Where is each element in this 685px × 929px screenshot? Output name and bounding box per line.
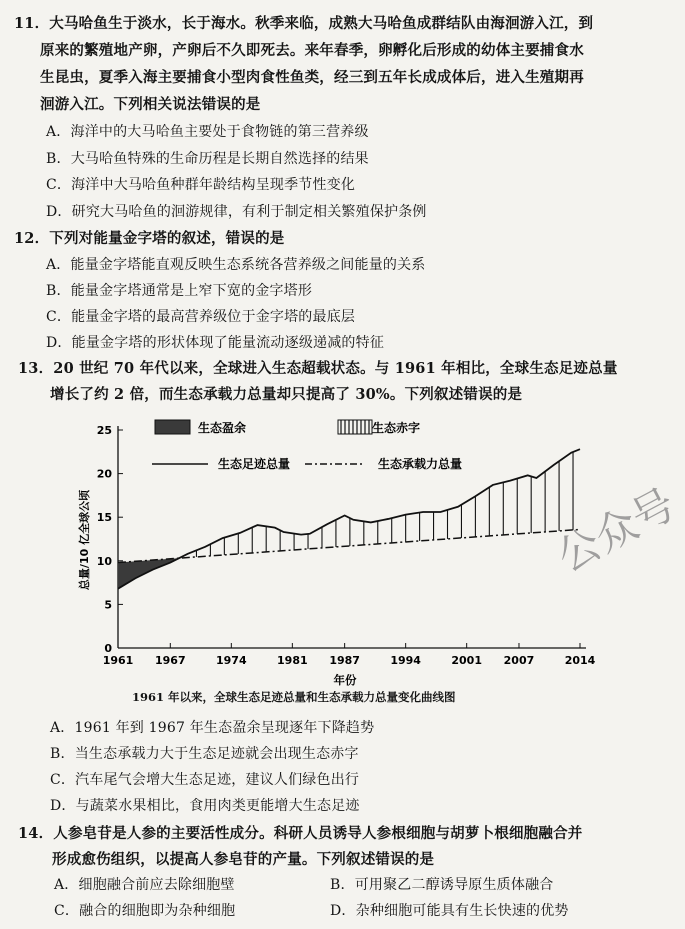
legend-surplus-label: 生态盈余 [198, 421, 247, 435]
y-tick-label: 10 [96, 554, 112, 568]
q12-option-c: C．能量金字塔的最高营养级位于金字塔的最底层 [46, 309, 356, 325]
q13-stem-line-1: 13．20 世纪 70 年代以来，全球进入生态超载状态。与 1961 年相比，全球生态足迹总量 [18, 360, 618, 377]
x-tick-label: 1967 [154, 654, 186, 667]
q11-stem-line-2: 原来的繁殖地产卵，产卵后不久即死去。来年春季，卵孵化后形成的幼体主要捕食水 [40, 42, 584, 59]
chart-y-axis-label: 总量/10 亿全球公顷 [78, 489, 91, 591]
chart-caption: 1961 年以来，全球生态足迹总量和生态承载力总量变化曲线图 [132, 690, 456, 704]
y-tick-label: 15 [96, 511, 112, 525]
x-tick-label: 1974 [216, 654, 247, 667]
q11-stem-line-1: 11．大马哈鱼生于淡水，长于海水。秋季来临，成熟大马哈鱼成群结队由海洄游入江，到 [14, 15, 594, 32]
q12-option-d: D．能量金字塔的形状体现了能量流动逐级递减的特征 [46, 335, 385, 351]
chart-axes [118, 426, 586, 648]
q14-option-d: D．杂种细胞可能具有生长快速的优势 [330, 903, 569, 919]
legend-capacity-label: 生态承载力总量 [378, 457, 463, 471]
q11-option-b: B．大马哈鱼特殊的生命历程是长期自然选择的结果 [46, 151, 369, 167]
y-tick-label: 5 [104, 598, 112, 612]
chart-fills [118, 452, 573, 589]
q14-stem-line-2: 形成愈伤组织，以提高人参皂苷的产量。下列叙述错误的是 [52, 851, 435, 868]
q13-option-d: D．与蔬菜水果相比，食用肉类更能增大生态足迹 [50, 798, 360, 814]
q11-option-c: C．海洋中大马哈鱼种群年龄结构呈现季节性变化 [46, 177, 356, 193]
footprint-series-line [118, 449, 580, 589]
q13-option-a: A．1961 年到 1967 年生态盈余呈现逐年下降趋势 [50, 720, 375, 736]
y-tick-label: 20 [96, 467, 112, 481]
q12-stem: 12．下列对能量金字塔的叙述，错误的是 [14, 230, 285, 247]
q11-option-a: A．海洋中的大马哈鱼主要处于食物链的第三营养级 [46, 124, 369, 140]
x-tick-label: 2014 [564, 654, 596, 667]
x-tick-label: 2001 [451, 654, 482, 667]
q13-stem-line-2: 增长了约 2 倍，而生态承载力总量却只提高了 30%。下列叙述错误的是 [50, 386, 523, 403]
q12-option-a: A．能量金字塔能直观反映生态系统各营养级之间能量的关系 [46, 257, 426, 273]
q14-option-a: A．细胞融合前应去除细胞壁 [54, 877, 235, 893]
capacity-series-line [118, 529, 580, 562]
q13-option-b: B．当生态承载力大于生态足迹就会出现生态赤字 [50, 746, 359, 762]
legend-deficit-swatch [338, 420, 372, 434]
y-tick-label: 25 [96, 424, 112, 437]
ecological-footprint-chart [60, 410, 640, 700]
x-tick-label: 2007 [503, 654, 535, 667]
x-tick-label: 1987 [329, 654, 360, 667]
x-tick-label: 1994 [390, 654, 421, 667]
q14-stem-line-1: 14．人参皂苷是人参的主要活性成分。科研人员诱导人参根细胞与胡萝卜根细胞融合并 [18, 825, 583, 842]
q14-option-c: C．融合的细胞即为杂种细胞 [54, 903, 236, 919]
q13-option-c: C．汽车尾气会增大生态足迹，建议人们绿色出行 [50, 772, 360, 788]
watermark-text: 公众号 [549, 478, 684, 582]
legend-deficit-label: 生态赤字 [372, 421, 421, 435]
chart-x-axis-label: 年份 [333, 673, 357, 687]
q12-option-b: B．能量金字塔通常是上窄下宽的金字塔形 [46, 283, 313, 299]
q14-option-b: B．可用聚乙二醇诱导原生质体融合 [330, 877, 554, 893]
legend-surplus-swatch [155, 420, 190, 434]
legend-footprint-label: 生态足迹总量 [218, 457, 291, 471]
q11-stem-line-4: 洄游入江。下列相关说法错误的是 [40, 96, 261, 113]
q11-option-d: D．研究大马哈鱼的洄游规律，有利于制定相关繁殖保护条例 [46, 204, 427, 220]
q11-stem-line-3: 生昆虫，夏季入海主要捕食小型肉食性鱼类，经三到五年长成成体后，进入生殖期再 [40, 69, 584, 86]
chart-lines [118, 449, 580, 589]
x-tick-label: 1981 [277, 654, 308, 667]
x-tick-label: 1961 [102, 654, 134, 667]
y-tick-label: 0 [104, 642, 112, 655]
